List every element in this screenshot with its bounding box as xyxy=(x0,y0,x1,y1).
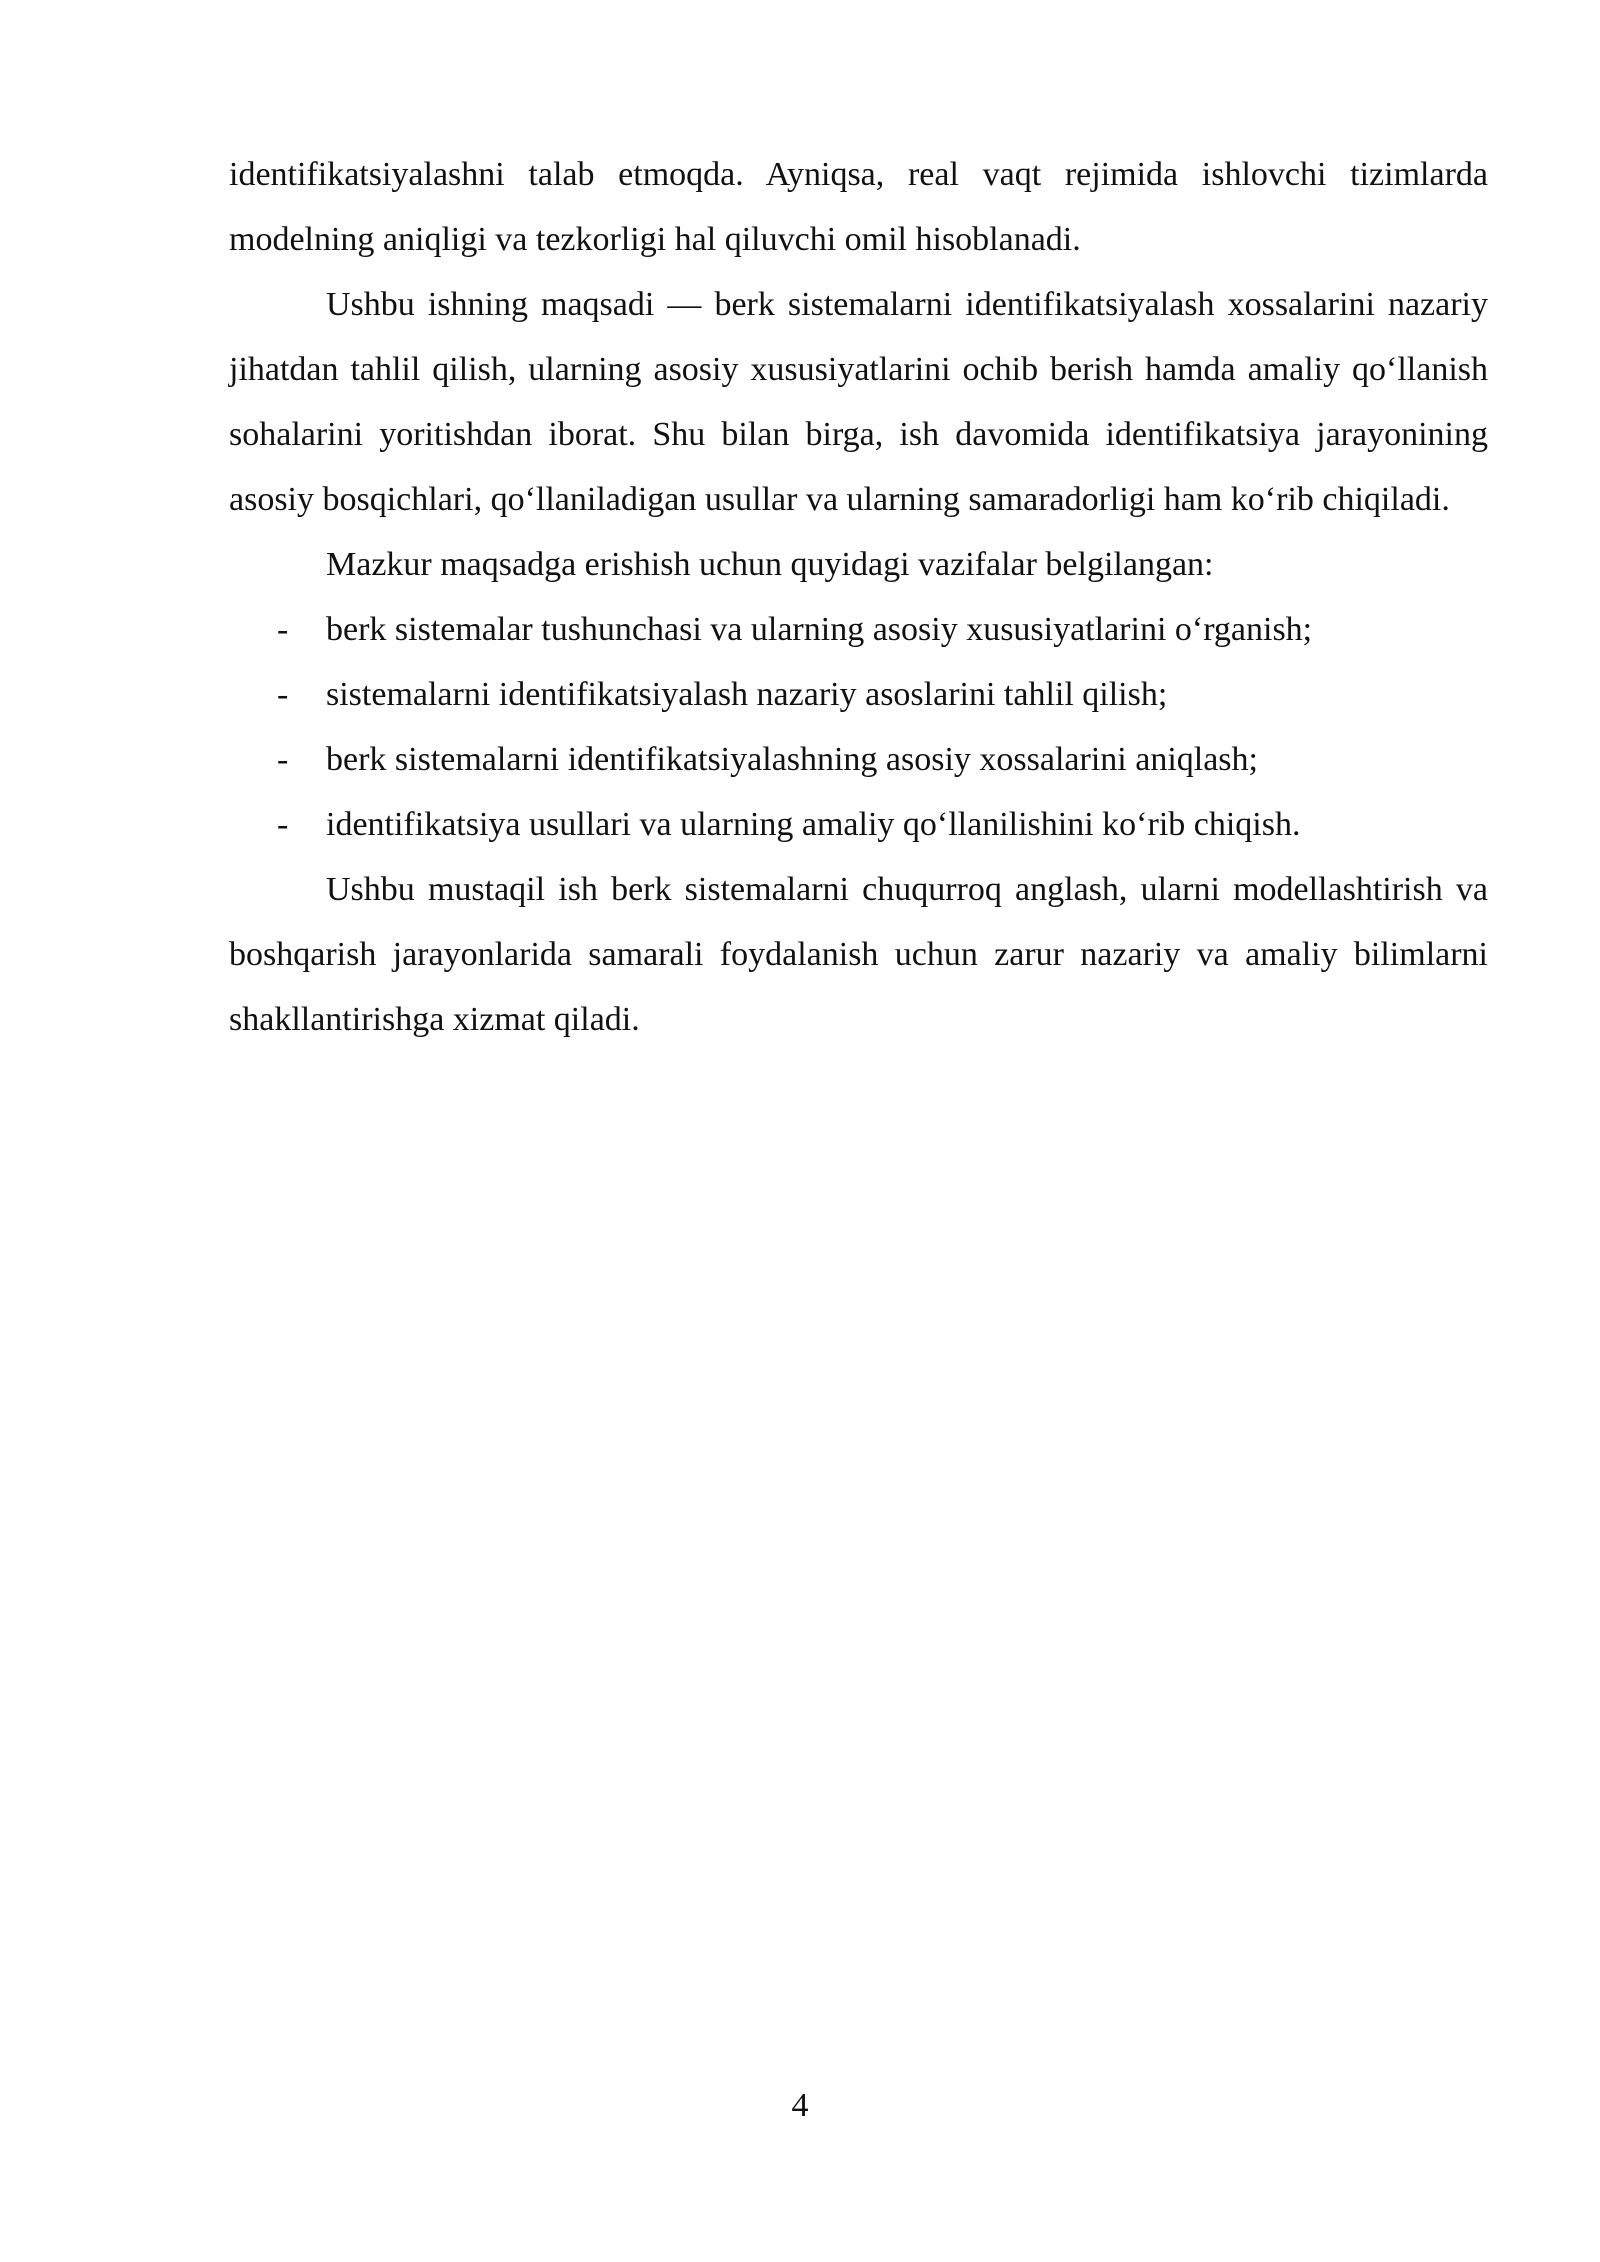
paragraph-purpose: Ushbu ishning maqsadi — berk sistemalarni identifikatsiyalash xossalarini nazariy jihatdan tahlil qilish, ularning asosiy xususiyatlarini ochib berish hamda amaliy qo‘llanish sohalarini yoritishdan iborat. Shu bilan birga, ish davomida identifikatsiya jarayonining asosiy bosqichlari, qo‘llaniladigan usullar va ularning samaradorligi ham ko‘rib chiqiladi. xyxy=(229,286,1488,518)
task-list xyxy=(229,597,1488,857)
page-number: 4 xyxy=(791,2087,809,2124)
list-item-text: sistemalarni identifikatsiyalash nazariy asoslarini tahlil qilish; xyxy=(326,676,1168,713)
list-item-text: identifikatsiya usullari va ularning amaliy qo‘llanilishini ko‘rib chiqish. xyxy=(326,806,1301,843)
paragraph-closing: Ushbu mustaqil ish berk sistemalarni chuqurroq anglash, ularni modellashtirish va boshqarish jarayonlarida samarali foydalanish uchun zarur nazariy va amaliy bilimlarni shakllantirishga xizmat qiladi. xyxy=(229,871,1488,1038)
list-item xyxy=(229,792,1488,857)
dash-bullet: - xyxy=(277,741,289,778)
paragraph-tasks-intro: Mazkur maqsadga erishish uchun quyidagi vazifalar belgilangan: xyxy=(326,546,1214,583)
dash-bullet: - xyxy=(277,806,289,843)
list-item xyxy=(229,597,1488,662)
list-item-text: berk sistemalarni identifikatsiyalashning asosiy xossalarini aniqlash; xyxy=(326,741,1258,778)
list-item xyxy=(229,727,1488,792)
list-item xyxy=(229,662,1488,727)
list-item-text: berk sistemalar tushunchasi va ularning asosiy xususiyatlarini o‘rganish; xyxy=(326,611,1313,648)
paragraph-continuation: identifikatsiyalashni talab etmoqda. Ayniqsa, real vaqt rejimida ishlovchi tizimlarda modelning aniqligi va tezkorligi hal qiluvchi omil hisoblanadi. xyxy=(229,156,1488,258)
body-text xyxy=(229,142,1488,1052)
dash-bullet: - xyxy=(277,676,289,713)
dash-bullet: - xyxy=(277,611,289,648)
